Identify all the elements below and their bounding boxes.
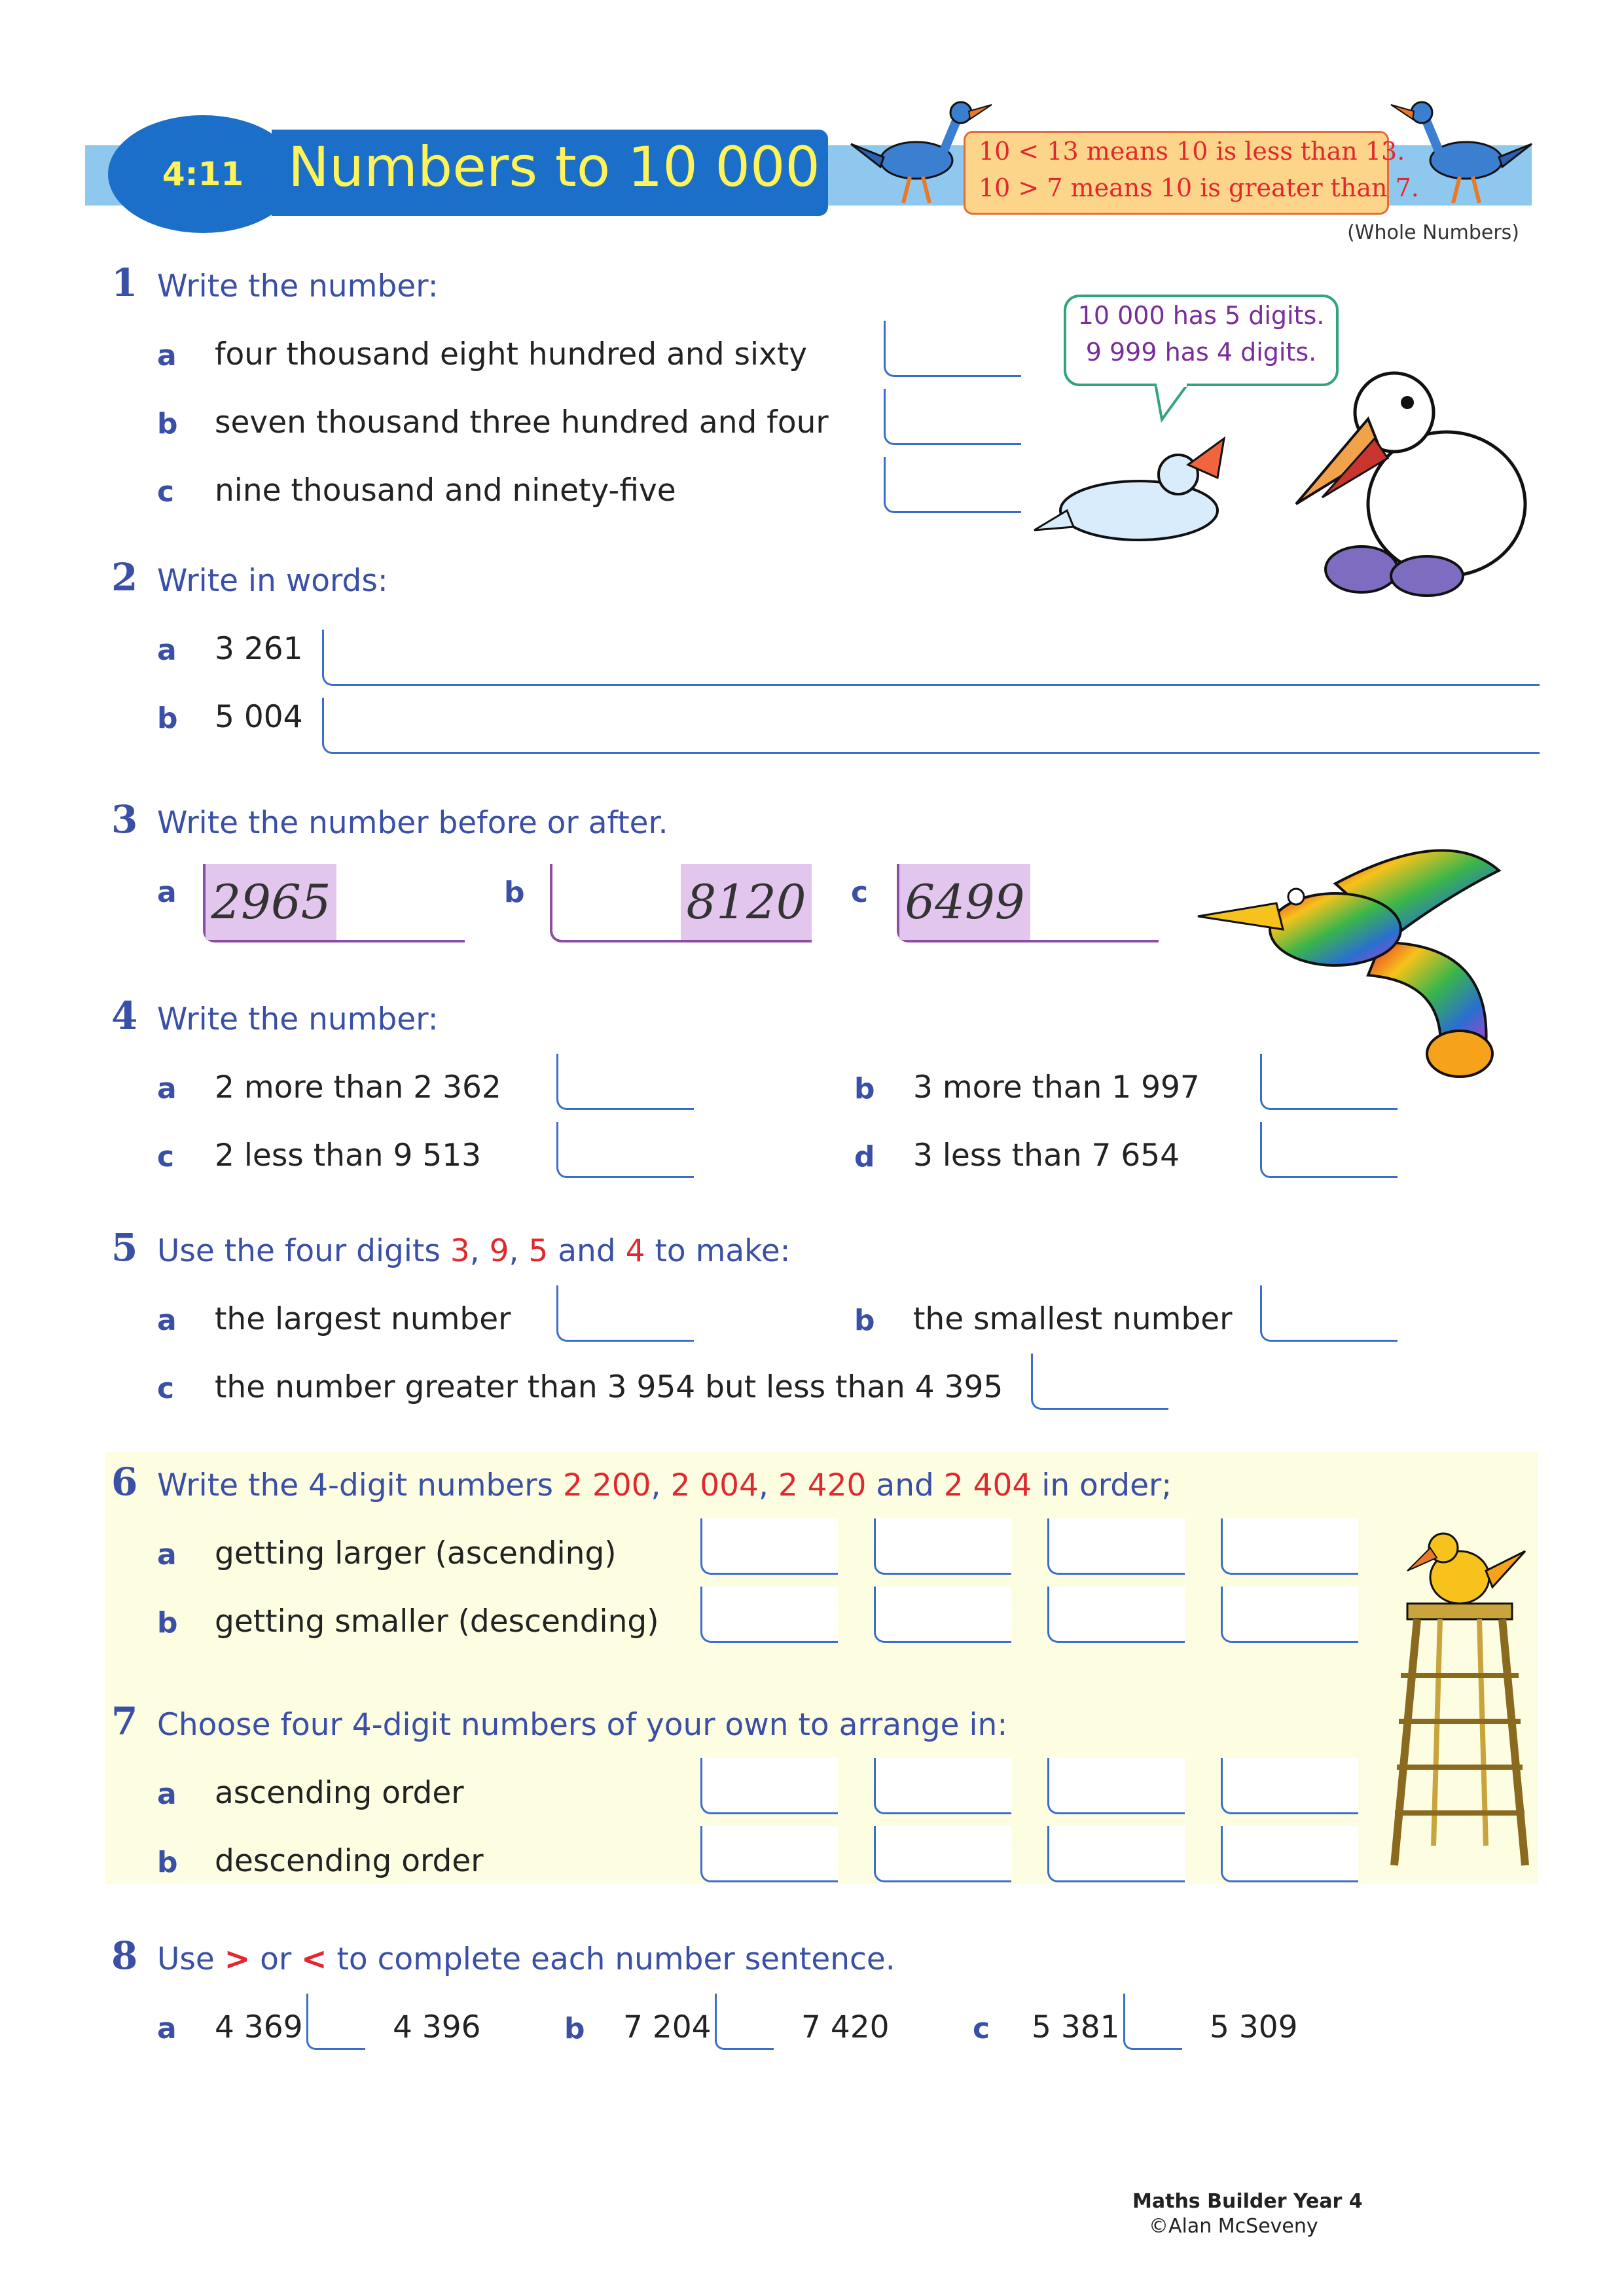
- q5-prompt-end: to make:: [645, 1233, 791, 1269]
- q5-separator-2: ,: [509, 1233, 529, 1269]
- q3c-given-number: 6499: [899, 864, 1030, 940]
- q1c-letter: c: [157, 475, 175, 509]
- q5c-letter: c: [157, 1372, 175, 1405]
- q6-separator-1: ,: [651, 1467, 671, 1503]
- q3b-letter: b: [504, 876, 525, 909]
- q8b-left-number: 7 204: [623, 2009, 712, 2045]
- q4a-answer-box[interactable]: [556, 1054, 694, 1110]
- q3c-answer-box[interactable]: [897, 864, 1159, 942]
- question-5-prompt: [157, 1233, 790, 1269]
- q4b-answer-box[interactable]: [1260, 1054, 1398, 1110]
- q6-prompt-start: Write the 4-digit numbers: [157, 1467, 563, 1503]
- question-6-prompt: [157, 1467, 1172, 1503]
- q2a-letter: a: [157, 634, 177, 667]
- q1b-text: seven thousand three hundred and four: [215, 404, 829, 440]
- q3b-answer-box[interactable]: [550, 864, 812, 942]
- q7a-letter: a: [157, 1778, 177, 1811]
- question-7-number: 7: [111, 1699, 138, 1744]
- q8b-letter: b: [564, 2012, 585, 2045]
- q4d-text: 3 less than 7 654: [913, 1138, 1180, 1174]
- q4a-text: 2 more than 2 362: [215, 1069, 501, 1105]
- q1c-text: nine thousand and ninety-five: [215, 473, 676, 509]
- q8a-letter: a: [157, 2012, 177, 2045]
- q2a-text: 3 261: [215, 631, 303, 667]
- q6-prompt-end: in order;: [1032, 1467, 1172, 1503]
- q5c-text: the number greater than 3 954 but less than 4 395: [215, 1369, 1003, 1405]
- q1a-answer-box[interactable]: [884, 321, 1021, 377]
- q4b-letter: b: [854, 1072, 875, 1105]
- question-3-prompt: Write the number before or after.: [157, 805, 668, 841]
- q8c-letter: c: [973, 2012, 990, 2045]
- bird-illustration-left: [844, 98, 995, 216]
- q2a-answer-line[interactable]: [322, 630, 1540, 686]
- question-8-number: 8: [111, 1933, 138, 1978]
- q6b-answer-box-3[interactable]: [1047, 1587, 1185, 1643]
- q7b-letter: b: [157, 1846, 178, 1879]
- q8b-right-number: 7 420: [801, 2009, 890, 2045]
- q6-number-1: 2 200: [562, 1467, 651, 1503]
- question-8-prompt: [157, 1941, 895, 1977]
- q7b-text: descending order: [215, 1843, 484, 1879]
- question-1-prompt: Write the number:: [157, 268, 439, 304]
- q1b-answer-box[interactable]: [884, 389, 1021, 445]
- q6a-answer-box-3[interactable]: [1047, 1518, 1185, 1575]
- speech-bubble-tail: [1149, 384, 1201, 423]
- ordering-panel: [105, 1452, 1538, 1884]
- q5-separator-3: and: [548, 1233, 626, 1269]
- q3a-letter: a: [157, 876, 177, 909]
- q5-digit-2: 9: [489, 1233, 509, 1269]
- q7b-answer-box-1[interactable]: [700, 1826, 838, 1882]
- q4d-answer-box[interactable]: [1260, 1122, 1398, 1178]
- q6a-answer-box-4[interactable]: [1221, 1518, 1358, 1575]
- q7a-text: ascending order: [215, 1775, 464, 1811]
- q4d-letter: d: [854, 1140, 875, 1174]
- q5a-answer-box[interactable]: [556, 1285, 694, 1342]
- q6-number-4: 2 404: [943, 1467, 1032, 1503]
- page-title: Numbers to 10 000: [288, 135, 820, 199]
- exercise-number-badge: [108, 115, 298, 233]
- q1b-letter: b: [157, 407, 178, 440]
- q7a-answer-box-3[interactable]: [1047, 1758, 1185, 1814]
- question-7-prompt: Choose four 4-digit numbers of your own to arrange in:: [157, 1707, 1008, 1743]
- q4c-letter: c: [157, 1140, 175, 1174]
- tip-line-2: 10 > 7 means 10 is greater than 7.: [979, 173, 1419, 202]
- q8c-answer-box[interactable]: [1123, 1994, 1182, 2050]
- question-4-prompt: Write the number:: [157, 1001, 439, 1037]
- q5-digit-1: 3: [450, 1233, 470, 1269]
- q8-prompt-end: to complete each number sentence.: [327, 1941, 895, 1977]
- q6a-text: getting larger (ascending): [215, 1535, 617, 1571]
- q7a-answer-box-4[interactable]: [1221, 1758, 1358, 1814]
- q8a-left-number: 4 369: [215, 2009, 303, 2045]
- q5-separator-1: ,: [469, 1233, 490, 1269]
- q8a-answer-box[interactable]: [306, 1994, 365, 2050]
- q3c-letter: c: [851, 876, 869, 909]
- q8-less-than-symbol: <: [301, 1941, 327, 1977]
- q6-number-2: 2 004: [670, 1467, 759, 1503]
- q5b-text: the smallest number: [913, 1301, 1233, 1337]
- q3a-answer-box[interactable]: [203, 864, 465, 942]
- q5a-letter: a: [157, 1304, 177, 1337]
- pelican-illustration: [1283, 353, 1545, 602]
- q8-or-word: or: [250, 1941, 302, 1977]
- q5-digit-4: 4: [625, 1233, 645, 1269]
- bubble-line-2: 9 999 has 4 digits.: [1085, 338, 1317, 367]
- tip-line-1: 10 < 13 means 10 is less than 13.: [979, 137, 1405, 166]
- small-bird-illustration: [1028, 419, 1263, 563]
- question-2-number: 2: [111, 555, 138, 600]
- q2b-text: 5 004: [215, 699, 303, 735]
- q7a-answer-box-1[interactable]: [700, 1758, 838, 1814]
- q8-greater-than-symbol: >: [224, 1941, 251, 1977]
- tip-box: [964, 131, 1419, 215]
- q6b-letter: b: [157, 1606, 178, 1640]
- q6b-answer-box-1[interactable]: [700, 1587, 838, 1643]
- topic-label: (Whole Numbers): [1347, 221, 1519, 244]
- q8b-answer-box[interactable]: [715, 1994, 774, 2050]
- q8c-right-number: 5 309: [1210, 2009, 1298, 2045]
- footer-copyright: ©Alan McSeveny: [1149, 2215, 1318, 2238]
- q5b-letter: b: [854, 1304, 875, 1337]
- q2b-letter: b: [157, 702, 178, 735]
- q5c-answer-box[interactable]: [1031, 1354, 1168, 1410]
- question-5-number: 5: [111, 1225, 138, 1270]
- q6-separator-2: ,: [759, 1467, 778, 1503]
- q4b-text: 3 more than 1 997: [913, 1069, 1200, 1105]
- rainbow-bird-illustration: [1185, 831, 1538, 1080]
- q5-digit-3: 5: [528, 1233, 549, 1269]
- q6b-answer-box-2[interactable]: [874, 1587, 1011, 1643]
- q6-separator-3: and: [866, 1467, 944, 1503]
- q7b-answer-box-4[interactable]: [1221, 1826, 1358, 1882]
- q1a-letter: a: [157, 339, 177, 372]
- q7a-answer-box-2[interactable]: [874, 1758, 1011, 1814]
- question-2-prompt: Write in words:: [157, 563, 388, 599]
- q6-number-3: 2 420: [778, 1467, 867, 1503]
- q1a-text: four thousand eight hundred and sixty: [215, 336, 808, 372]
- q6a-letter: a: [157, 1538, 177, 1571]
- q6a-answer-box-2[interactable]: [874, 1518, 1011, 1575]
- q5-prompt-start: Use the four digits: [157, 1233, 450, 1269]
- q6a-answer-box-1[interactable]: [700, 1518, 838, 1575]
- question-3-number: 3: [111, 797, 138, 842]
- q3b-given-number: 8120: [681, 864, 812, 940]
- bubble-line-1: 10 000 has 5 digits.: [1077, 301, 1325, 330]
- q5a-text: the largest number: [215, 1301, 511, 1337]
- q4c-text: 2 less than 9 513: [215, 1138, 482, 1174]
- footer-book-title: Maths Builder Year 4: [1132, 2190, 1363, 2213]
- q6b-text: getting smaller (descending): [215, 1604, 659, 1640]
- question-6-number: 6: [111, 1460, 138, 1504]
- question-1-number: 1: [111, 260, 138, 305]
- q4c-answer-box[interactable]: [556, 1122, 694, 1178]
- q4a-letter: a: [157, 1072, 177, 1105]
- bird-illustration-right: [1388, 98, 1538, 216]
- question-4-number: 4: [111, 994, 138, 1038]
- q8c-left-number: 5 381: [1032, 2009, 1120, 2045]
- ladder-bird-illustration: [1381, 1505, 1532, 1872]
- q6b-answer-box-4[interactable]: [1221, 1587, 1358, 1643]
- q8a-right-number: 4 396: [393, 2009, 481, 2045]
- q2b-answer-line[interactable]: [322, 698, 1540, 754]
- q1c-answer-box[interactable]: [884, 457, 1021, 513]
- q3a-given-number: 2965: [206, 864, 336, 940]
- exercise-number: 4:11: [162, 155, 244, 193]
- q8-prompt-start: Use: [157, 1941, 225, 1977]
- q7b-answer-box-3[interactable]: [1047, 1826, 1185, 1882]
- q5b-answer-box[interactable]: [1260, 1285, 1398, 1342]
- q7b-answer-box-2[interactable]: [874, 1826, 1011, 1882]
